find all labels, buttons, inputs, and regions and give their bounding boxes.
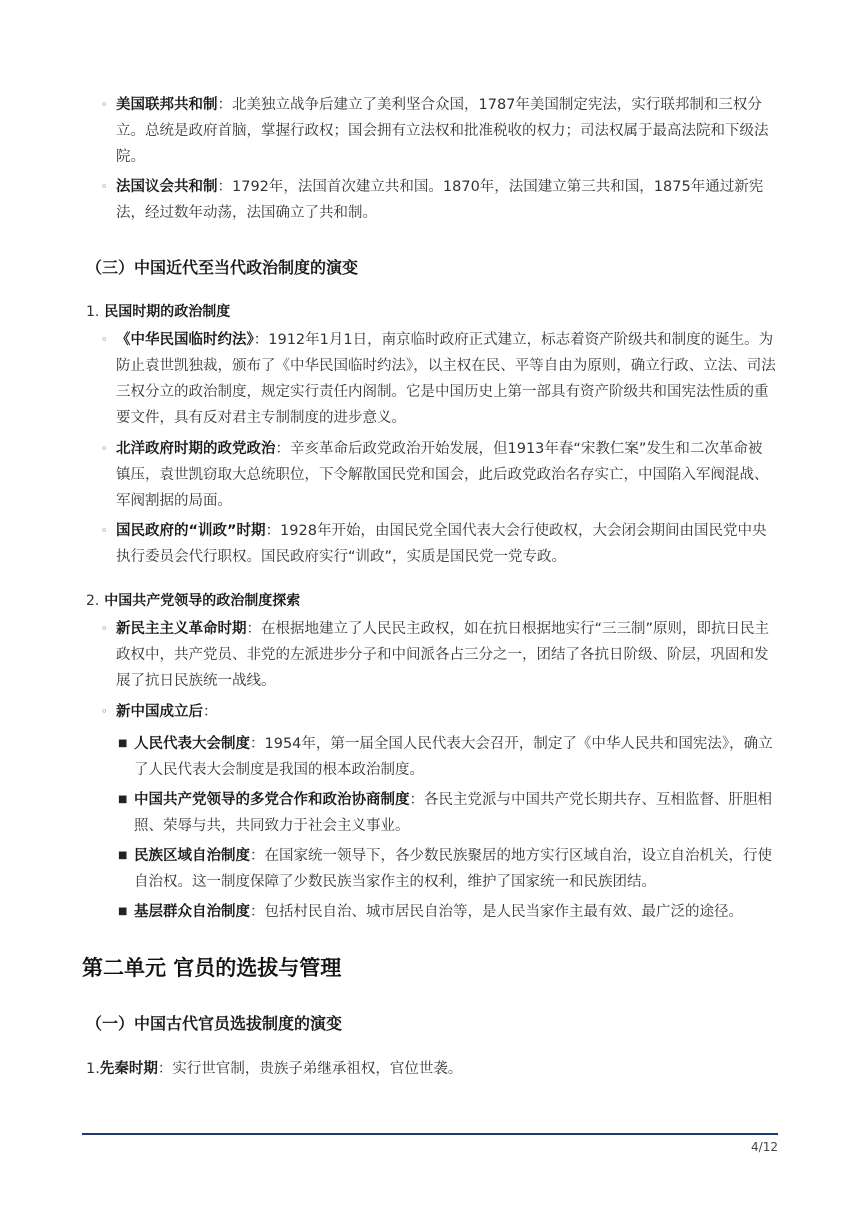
term: 《中华民国临时约法》 xyxy=(116,332,254,348)
subsection-heading-1 xyxy=(86,301,230,321)
term: 先秦时期 xyxy=(99,1061,158,1077)
term: 新中国成立后 xyxy=(116,704,203,720)
list-item-tutelage-period xyxy=(101,518,776,570)
list-item-beiyang-party-politics xyxy=(101,436,776,514)
term: 北洋政府时期的政党政治 xyxy=(116,441,276,457)
heading-number: 1. xyxy=(86,1061,100,1077)
unit-heading: 第二单元 官员的选拔与管理 xyxy=(82,956,342,980)
item-text: ：在根据地建立了人民民主政权，如在抗日根据地实行“三三制”原则，即抗日民主政权中，共产党员、非党的左派进步分子和中间派各占三分之一，团结了各抗日阶级、阶层，巩固和发展了抗日民族统一战线。 xyxy=(116,621,770,689)
term: 民族区域自治制度 xyxy=(134,848,250,864)
term: 美国联邦共和制 xyxy=(116,97,218,113)
item-text: ：1912年1月1日，南京临时政府正式建立，标志着资产阶级共和制度的诞生。为防止袁世凯独裁，颁布了《中华民国临时约法》，以主权在民、平等自由为原则，确立行政、立法、司法三权分立的政治制度，规定实行责任内阁制。它是中国历史上第一部具有资产阶级共和国宪法性质的重要文件，具有反对君主专制制度的进步意义。 xyxy=(116,332,776,426)
subsection-heading-pre-qin xyxy=(86,1057,462,1078)
section-heading-3: （三）中国近代至当代政治制度的演变 xyxy=(86,258,359,277)
list-item-provisional-constitution xyxy=(101,327,776,431)
list-item-npc-system xyxy=(118,731,774,783)
hollow-bullet-icon: ◦ xyxy=(101,180,108,193)
item-text: ：实行世官制，贵族子弟继承祖权，官位世袭。 xyxy=(157,1061,463,1077)
page-number: 4/12 xyxy=(751,1140,778,1154)
list-item-regional-autonomy xyxy=(118,843,774,895)
list-item-us-federal-republic xyxy=(101,92,776,170)
list-item-after-founding xyxy=(101,699,776,725)
square-bullet-icon: ■ xyxy=(118,794,128,805)
hollow-bullet-icon: ◦ xyxy=(101,333,108,346)
square-bullet-icon: ■ xyxy=(118,738,128,749)
item-text: ：1954年，第一届全国人民代表大会召开，制定了《中华人民共和国宪法》，确立了人民代表大会制度是我国的根本政治制度。 xyxy=(134,736,773,778)
item-text: ：各民主党派与中国共产党长期共存、互相监督、肝胆相照、荣辱与共，共同致力于社会主义事业。 xyxy=(134,792,772,834)
hollow-bullet-icon: ◦ xyxy=(101,442,108,455)
term: 法国议会共和制 xyxy=(116,179,218,195)
footer-rule xyxy=(82,1133,778,1135)
item-text: ：包括村民自治、城市居民自治等，是人民当家作主最有效、最广泛的途径。 xyxy=(250,904,743,920)
heading-number: 1. xyxy=(86,304,100,320)
square-bullet-icon: ■ xyxy=(118,850,128,861)
hollow-bullet-icon: ◦ xyxy=(101,524,108,537)
heading-number: 2. xyxy=(86,593,100,609)
list-item-france-parliamentary-republic xyxy=(101,174,776,226)
term: 新民主主义革命时期 xyxy=(116,621,247,637)
item-text: ：在国家统一领导下，各少数民族聚居的地方实行区域自治，设立自治机关，行使自治权。这一制度保障了少数民族当家作主的权利，维护了国家统一和民族团结。 xyxy=(134,848,772,890)
item-text: ：1928年开始，由国民党全国代表大会行使政权，大会闭会期间由国民党中央执行委员会代行职权。国民政府实行“训政”，实质是国民党一党专政。 xyxy=(116,523,767,565)
list-item-new-democratic-revolution xyxy=(101,616,776,694)
hollow-bullet-icon: ◦ xyxy=(101,98,108,111)
term: 人民代表大会制度 xyxy=(134,736,250,752)
heading-text: 民国时期的政治制度 xyxy=(104,304,231,320)
item-text: ：1792年，法国首次建立共和国。1870年，法国建立第三共和国，1875年通过新宪法，经过数年动荡，法国确立了共和制。 xyxy=(116,179,764,221)
term: 基层群众自治制度 xyxy=(134,904,250,920)
item-text: ： xyxy=(203,704,218,720)
heading-text: 中国共产党领导的政治制度探索 xyxy=(104,593,301,609)
square-bullet-icon: ■ xyxy=(118,906,128,917)
item-text: ：北美独立战争后建立了美利坚合众国，1787年美国制定宪法，实行联邦制和三权分立。总统是政府首脑，掌握行政权；国会拥有立法权和批准税收的权力；司法权属于最高法院和下级法院。 xyxy=(116,97,769,165)
hollow-bullet-icon: ◦ xyxy=(101,705,108,718)
item-text: ：辛亥革命后政党政治开始发展，但1913年春“宋教仁案”发生和二次革命被镇压，袁世凯窃取大总统职位，下令解散国民党和国会，此后政党政治名存实亡，中国陷入军阀混战、军阀割据的局面。 xyxy=(116,441,769,509)
term: 国民政府的“训政”时期 xyxy=(116,523,266,539)
hollow-bullet-icon: ◦ xyxy=(101,622,108,635)
section-heading-1: （一）中国古代官员选拔制度的演变 xyxy=(86,1014,343,1033)
list-item-multiparty-cooperation xyxy=(118,787,774,839)
term: 中国共产党领导的多党合作和政治协商制度 xyxy=(134,792,410,808)
subsection-heading-2 xyxy=(86,590,300,610)
list-item-grassroots-autonomy xyxy=(118,899,774,925)
